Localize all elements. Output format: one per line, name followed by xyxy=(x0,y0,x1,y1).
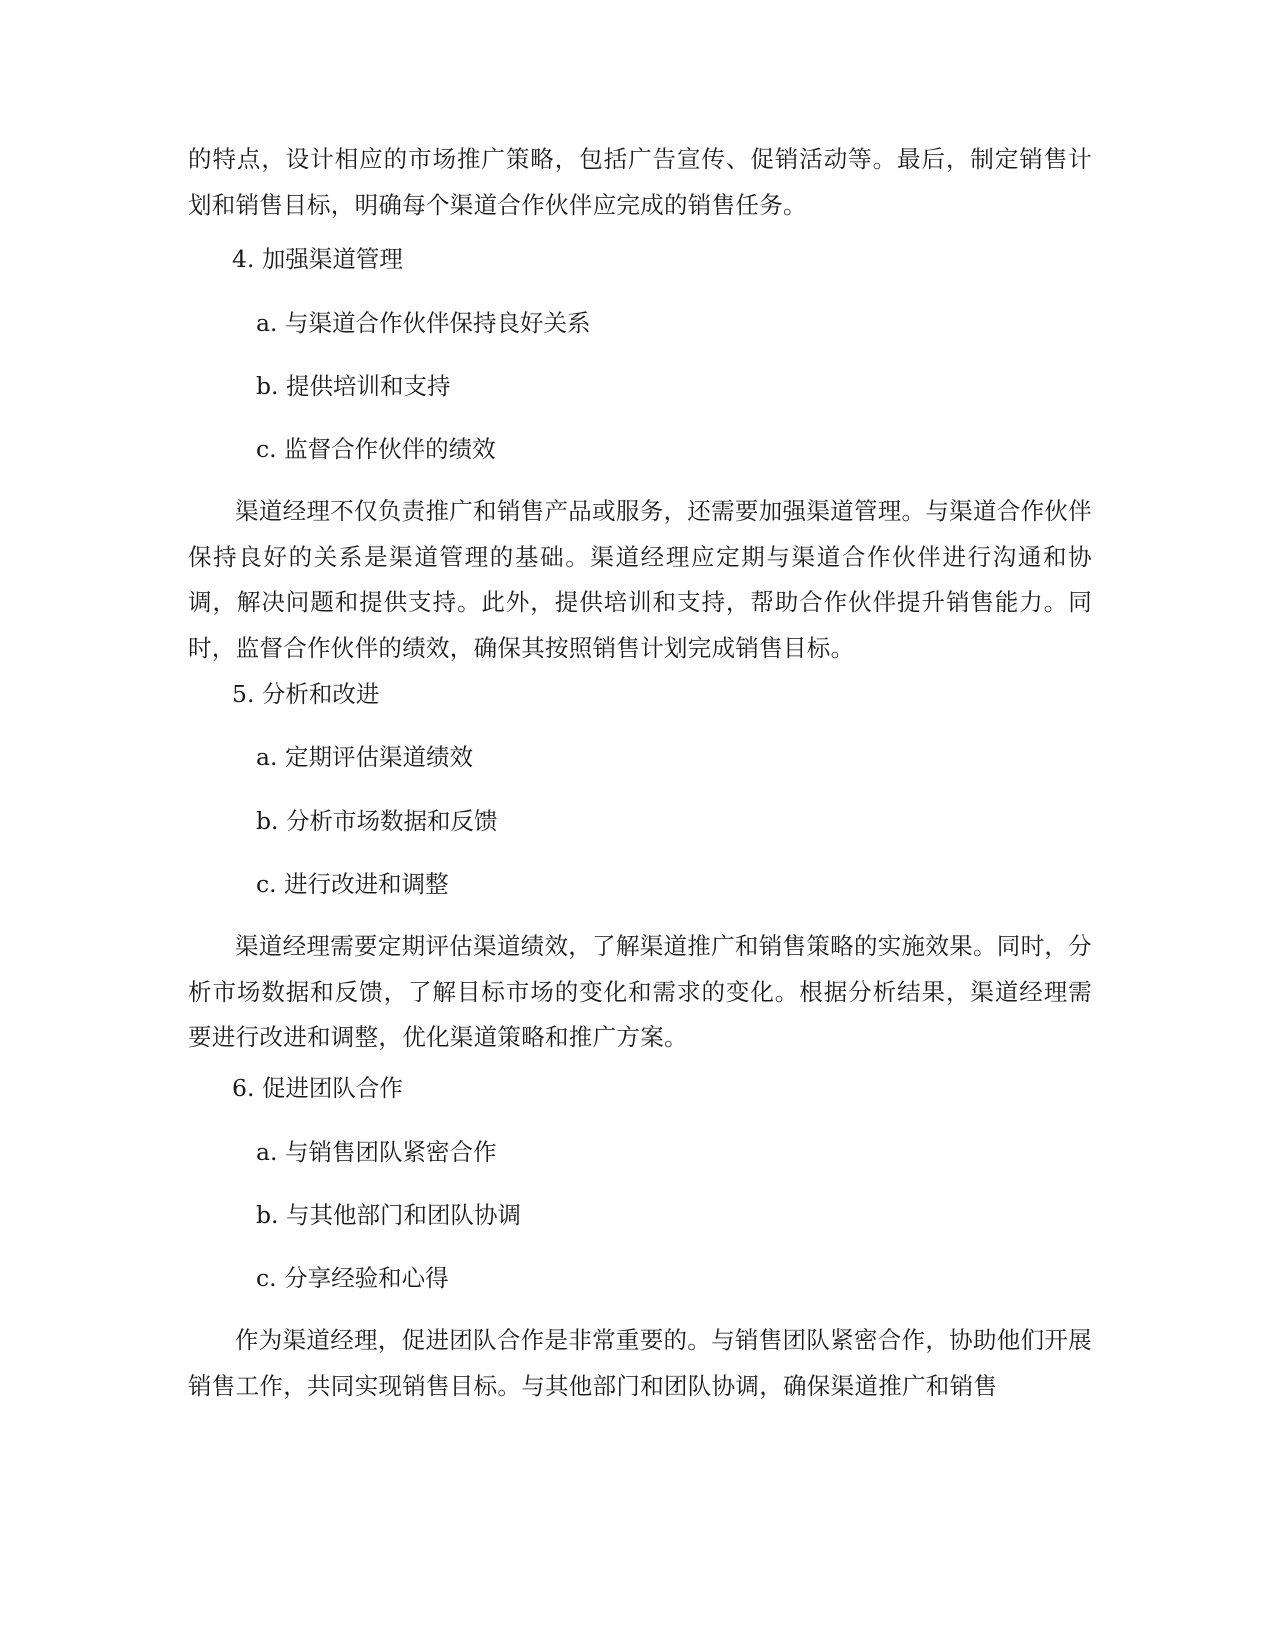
list-item: a. 定期评估渠道绩效 xyxy=(256,743,473,771)
continuation-paragraph: 的特点，设计相应的市场推广策略，包括广告宣传、促销活动等。最后，制定销售计划和销售目标，明确每个渠道合作伙伴应完成的销售任务。 xyxy=(188,145,1092,219)
body-paragraph: 渠道经理需要定期评估渠道绩效，了解渠道推广和销售策略的实施效果。同时，分析市场数据和反馈，了解目标市场的变化和需求的变化。根据分析结果，渠道经理需要进行改进和调整，优化渠道策略和推广方案。 xyxy=(188,932,1092,1051)
list-item: b. 提供培训和支持 xyxy=(256,372,451,400)
section-heading: 4. 加强渠道管理 xyxy=(232,245,403,273)
list-item: b. 分析市场数据和反馈 xyxy=(256,807,498,835)
list-item: a. 与渠道合作伙伴保持良好关系 xyxy=(256,309,591,337)
body-paragraph: 渠道经理不仅负责推广和销售产品或服务，还需要加强渠道管理。与渠道合作伙伴保持良好的关系是渠道管理的基础。渠道经理应定期与渠道合作伙伴进行沟通和协调，解决问题和提供支持。此外，提供培训和支持，帮助合作伙伴提升销售能力。同时，监督合作伙伴的绩效，确保其按照销售计划完成销售目标。 xyxy=(188,497,1092,662)
body-paragraph: 作为渠道经理，促进团队合作是非常重要的。与销售团队紧密合作，协助他们开展销售工作，共同实现销售目标。与其他部门和团队协调，确保渠道推广和销售 xyxy=(188,1326,1092,1400)
list-item: b. 与其他部门和团队协调 xyxy=(256,1201,521,1229)
section-heading: 6. 促进团队合作 xyxy=(232,1074,403,1102)
section-heading: 5. 分析和改进 xyxy=(232,680,380,708)
list-item: c. 分享经验和心得 xyxy=(256,1264,449,1292)
list-item: c. 监督合作伙伴的绩效 xyxy=(256,435,496,463)
list-item: c. 进行改进和调整 xyxy=(256,870,449,898)
list-item: a. 与销售团队紧密合作 xyxy=(256,1138,497,1166)
